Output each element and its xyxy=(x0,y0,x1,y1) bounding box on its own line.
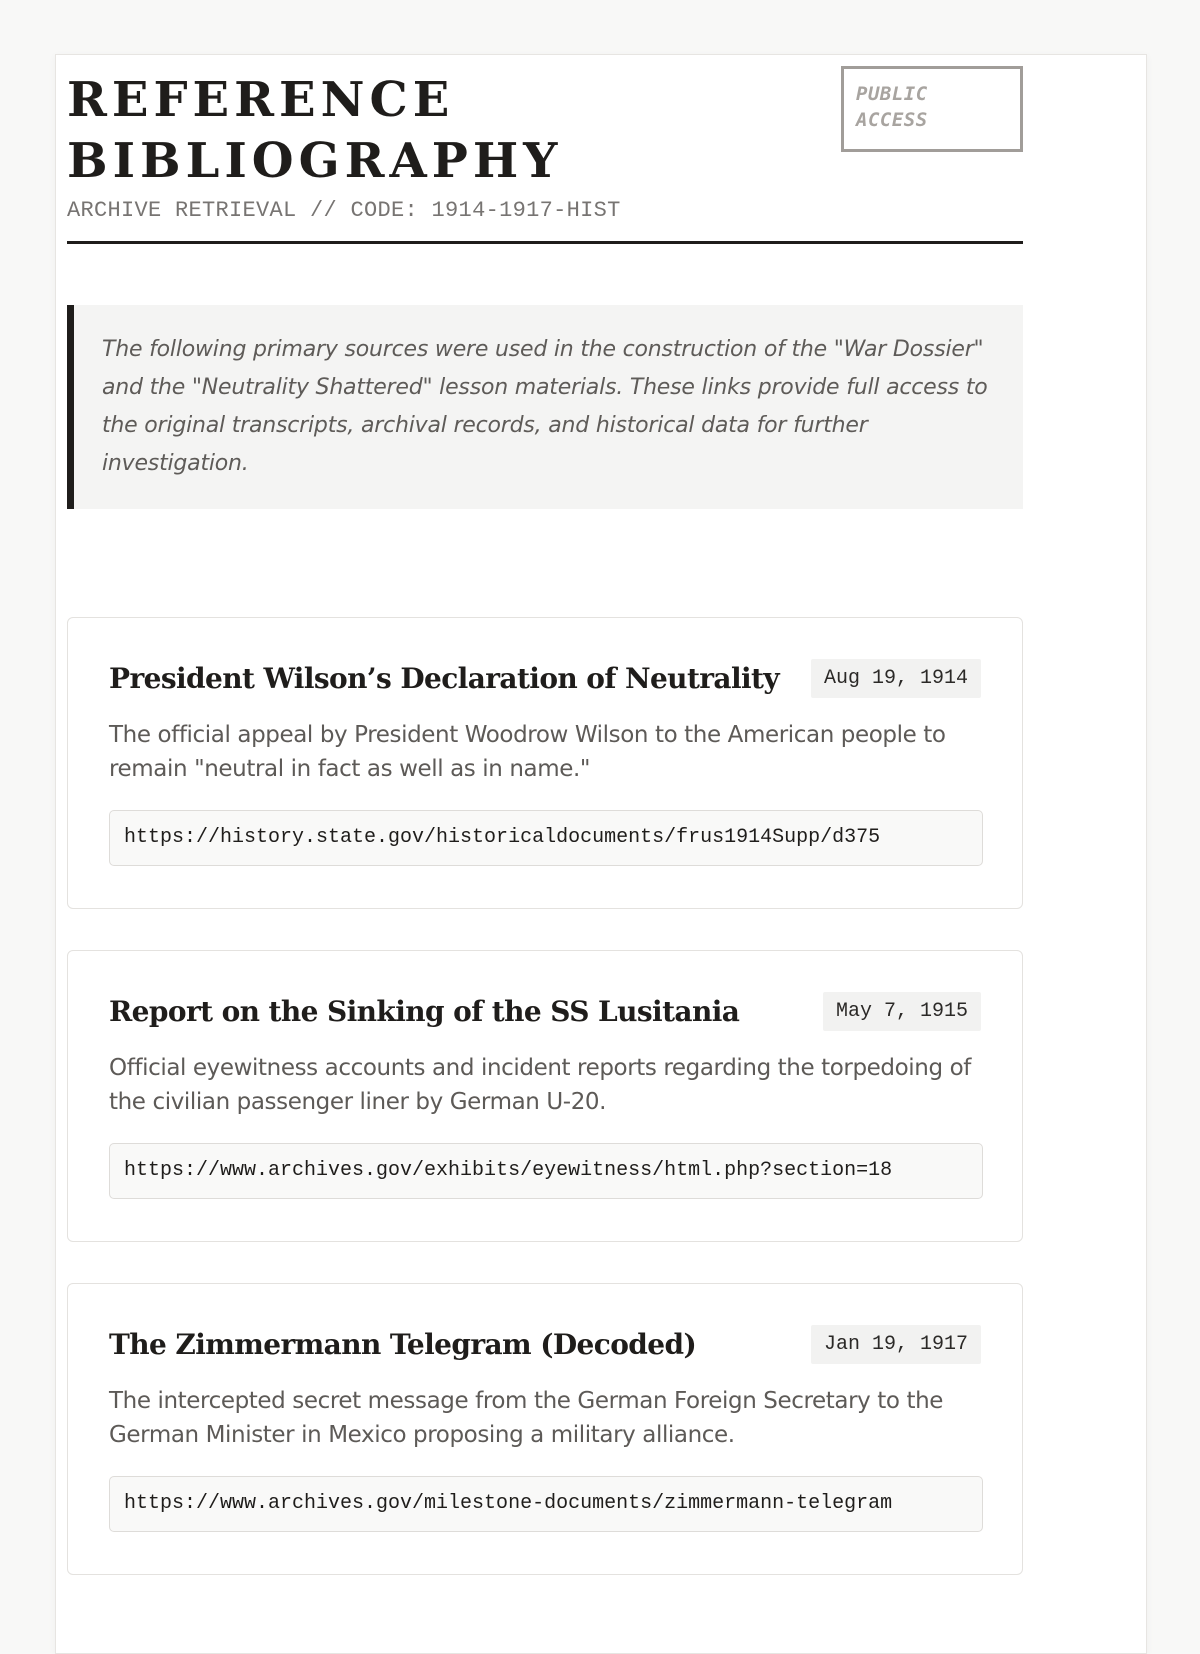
source-date-badge: Jan 19, 1917 xyxy=(811,1325,981,1364)
source-date-badge: May 7, 1915 xyxy=(823,992,981,1031)
public-access-stamp: PUBLIC ACCESS xyxy=(841,66,1023,152)
source-link[interactable]: https://www.archives.gov/milestone-documents/zimmermann-telegram xyxy=(109,1476,983,1532)
source-title: The Zimmermann Telegram (Decoded) xyxy=(109,1328,697,1361)
intro-blockquote: The following primary sources were used in the construction of the "War Dossier" and the "Neutrality Shattered" lesson materials. These links provide full access to the original transcripts, archival records, and historical data for further investigation. xyxy=(67,305,1023,509)
source-description: Official eyewitness accounts and incident reports regarding the torpedoing of the civilian passenger liner by German U-20. xyxy=(109,1055,971,1115)
source-card xyxy=(67,617,1023,909)
source-title: Report on the Sinking of the SS Lusitania xyxy=(109,995,740,1028)
source-date-badge: Aug 19, 1914 xyxy=(811,659,981,698)
source-link[interactable]: https://history.state.gov/historicaldocuments/frus1914Supp/d375 xyxy=(109,810,983,866)
archive-code-subtitle: ARCHIVE RETRIEVAL // CODE: 1914-1917-HIST xyxy=(67,198,621,223)
page-header xyxy=(67,66,1023,244)
source-description: The intercepted secret message from the German Foreign Secretary to the German Minister in Mexico proposing a military alliance. xyxy=(109,1388,944,1448)
page-title: REFERENCE BIBLIOGRAPHY xyxy=(67,72,563,189)
source-description: The official appeal by President Woodrow Wilson to the American people to remain "neutral in fact as well as in name." xyxy=(109,722,946,782)
source-link[interactable]: https://www.archives.gov/exhibits/eyewitness/html.php?section=18 xyxy=(109,1143,983,1199)
source-card xyxy=(67,1283,1023,1575)
source-card xyxy=(67,950,1023,1242)
source-title: President Wilson’s Declaration of Neutrality xyxy=(109,662,780,695)
